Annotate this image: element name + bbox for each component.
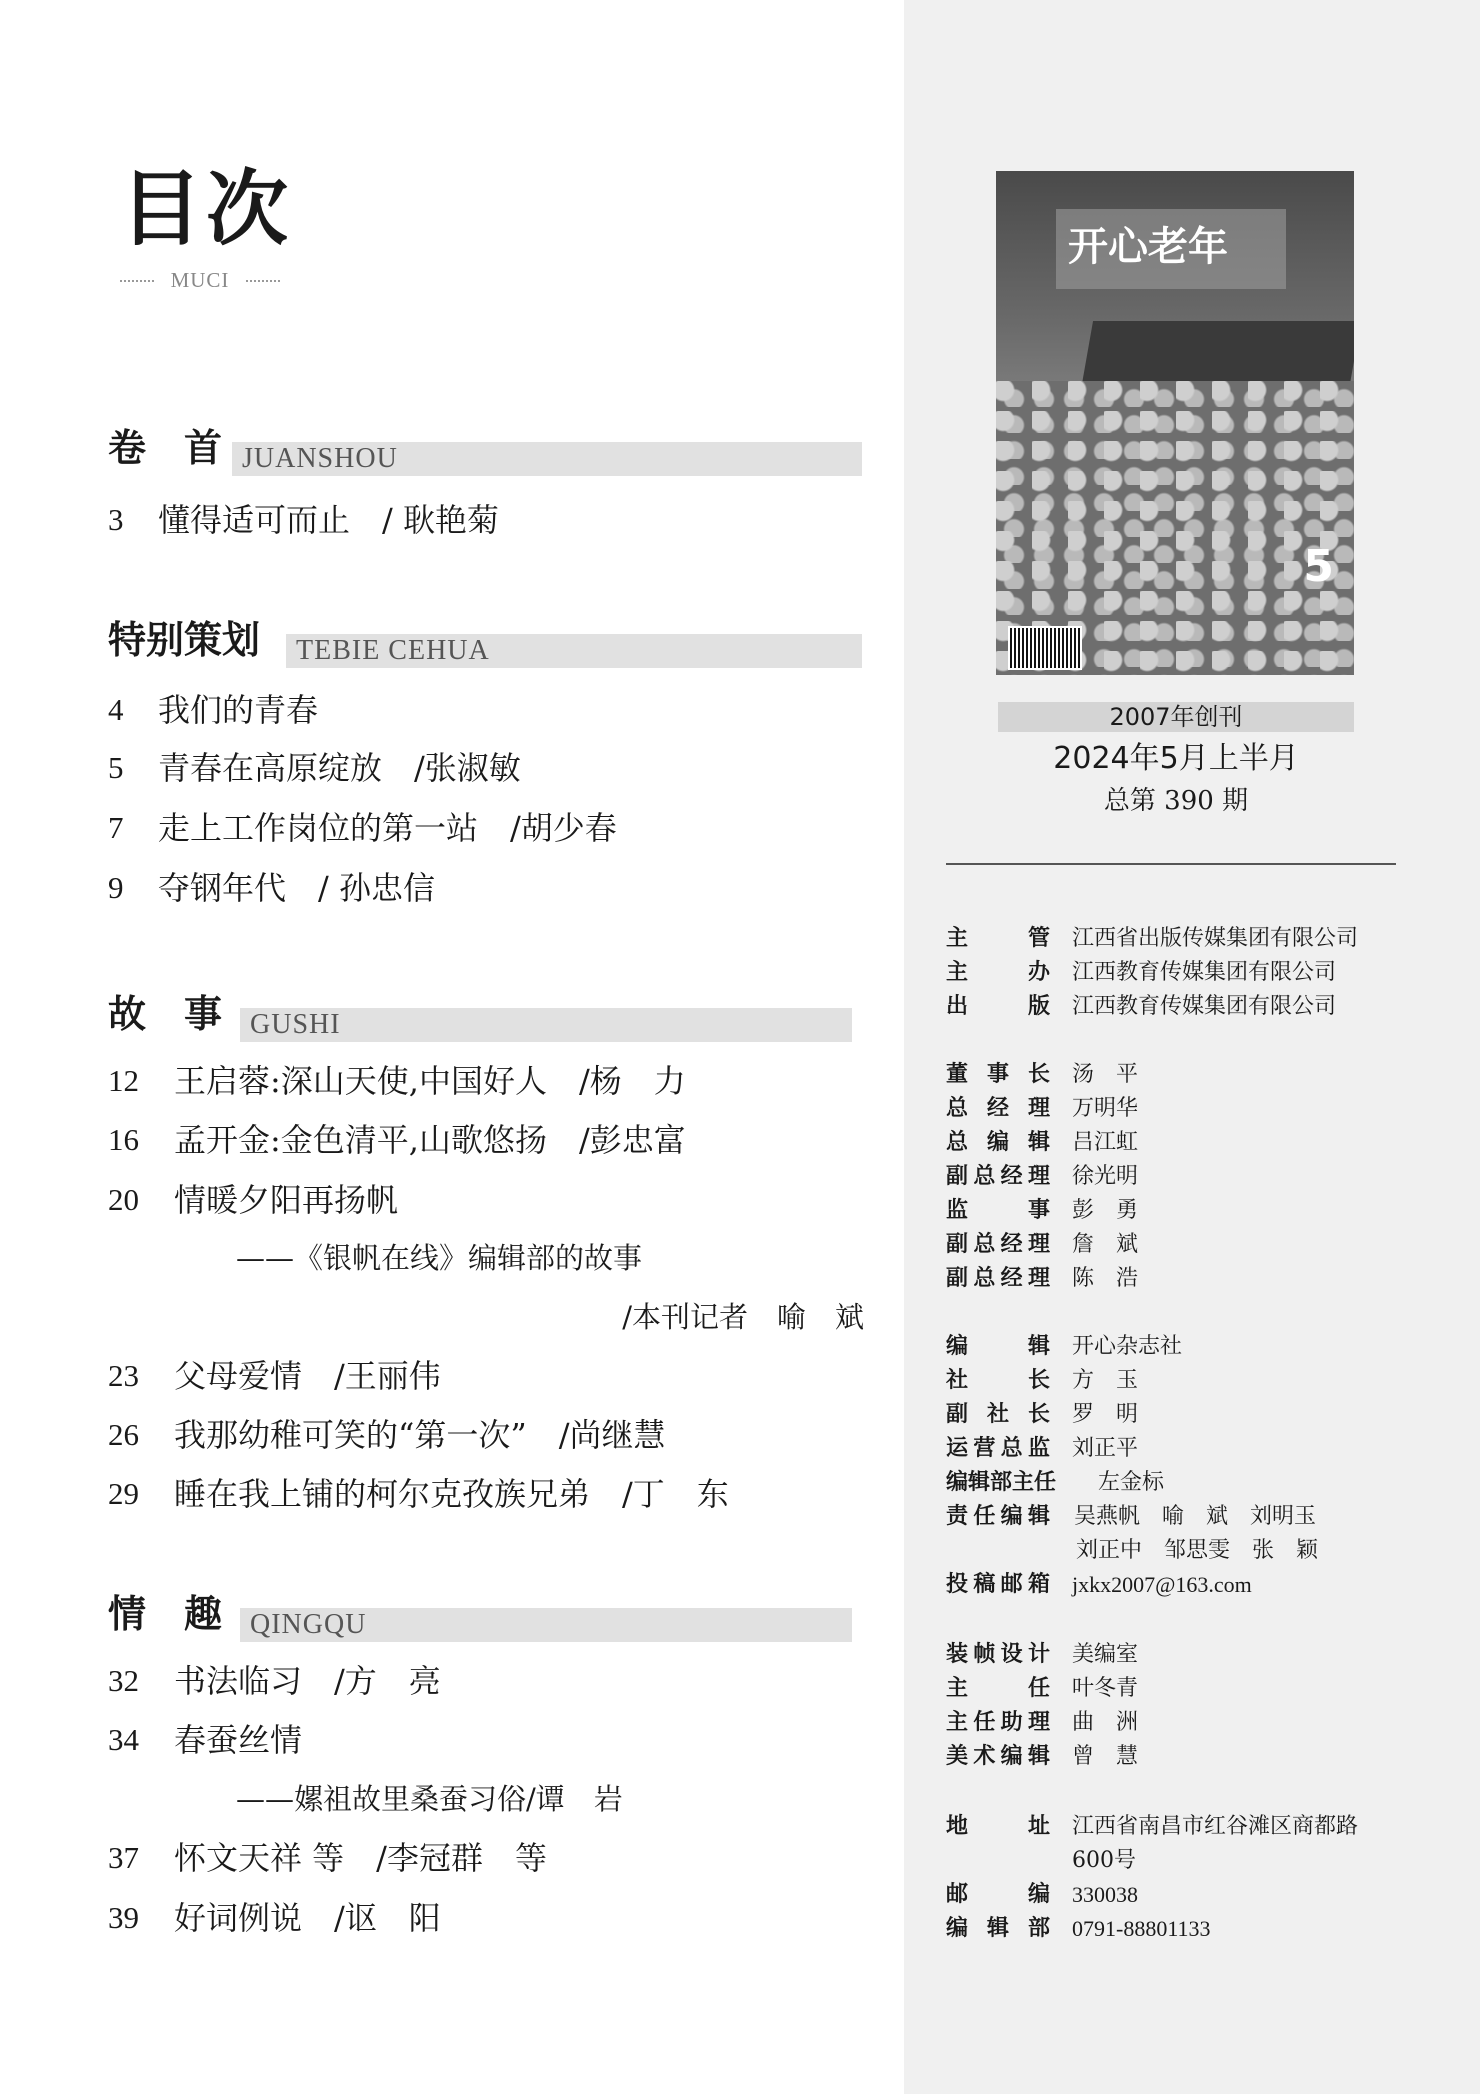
credit-value: 江西教育传媒集团有限公司 <box>1072 960 1337 985</box>
toc-title: 我们的青春 <box>158 691 319 729</box>
credit-label: 主 办 <box>946 960 1050 985</box>
credit-label: 投稿邮箱 <box>946 1572 1050 1597</box>
toc-page: 16 <box>108 1122 139 1157</box>
credit-label: 副总经理 <box>946 1164 1050 1189</box>
credit-label: 装帧设计 <box>946 1642 1050 1667</box>
credit-label: 美术编辑 <box>946 1744 1050 1769</box>
founded-label: 2007年创刊 <box>998 702 1354 732</box>
toc-title: 书法临习 /方 亮 <box>174 1662 441 1700</box>
toc-title: ——《银帆在线》编辑部的故事 <box>236 1241 643 1275</box>
toc-title: /本刊记者 喻 斌 <box>622 1300 864 1334</box>
credit-label: 编辑部主任 <box>946 1470 1057 1495</box>
section-title: 特别策划 <box>108 617 261 662</box>
barcode-icon <box>1008 626 1082 670</box>
credit-value: 徐光明 <box>1072 1164 1139 1189</box>
toc-title: 孟开金:金色清平,山歌悠扬 /彭忠富 <box>174 1121 686 1159</box>
toc-page: 9 <box>108 870 124 905</box>
toc-title: 情暖夕阳再扬帆 <box>174 1181 399 1219</box>
credit-label: 董事长 <box>946 1062 1050 1087</box>
toc-page: 23 <box>108 1358 139 1393</box>
credit-label: 监 事 <box>946 1198 1050 1223</box>
credit-value: 刘正中 邹思雯 张 颖 <box>1076 1538 1319 1563</box>
section-label-en: QINGQU <box>240 1608 852 1642</box>
page-subtitle: MUCI <box>120 268 280 293</box>
toc-page: 32 <box>108 1663 139 1698</box>
toc-title: 怀文天祥 等 /李冠群 等 <box>174 1839 547 1877</box>
magazine-cover-image <box>996 171 1354 675</box>
toc-title: 父母爱情 /王丽伟 <box>174 1357 441 1395</box>
toc-page: 20 <box>108 1182 139 1217</box>
issue-date: 2024年5月上半月 <box>1053 741 1299 776</box>
toc-title: ——嫘祖故里桑蚕习俗/谭 岩 <box>236 1782 623 1816</box>
cover-issue-mark: 5 <box>1303 541 1334 592</box>
credit-label: 副总经理 <box>946 1266 1050 1291</box>
credit-value: 彭 勇 <box>1072 1198 1139 1223</box>
toc-page: 3 <box>108 502 124 537</box>
credit-value: 叶冬青 <box>1072 1676 1139 1701</box>
section-title: 故 事 <box>108 991 223 1036</box>
toc-page: 37 <box>108 1840 139 1875</box>
issue-number: 总第 390 期 <box>1103 786 1249 816</box>
toc-title: 懂得适可而止 / 耿艳菊 <box>158 501 499 539</box>
credit-label: 主 任 <box>946 1676 1050 1701</box>
credit-label: 运营总监 <box>946 1436 1050 1461</box>
credit-value: 美编室 <box>1072 1642 1139 1667</box>
credit-value: 罗 明 <box>1072 1402 1139 1427</box>
toc-page: 5 <box>108 750 124 785</box>
credit-value: 江西省出版传媒集团有限公司 <box>1072 926 1359 951</box>
credit-label: 责任编辑 <box>946 1504 1050 1529</box>
credit-label: 副社长 <box>946 1402 1050 1427</box>
toc-page: 26 <box>108 1417 139 1452</box>
credit-value: 刘正平 <box>1072 1436 1139 1461</box>
credit-label: 编 辑 <box>946 1334 1050 1359</box>
section-title: 卷 首 <box>108 425 223 470</box>
credit-label: 总编辑 <box>946 1130 1050 1155</box>
toc-title: 睡在我上铺的柯尔克孜族兄弟 /丁 东 <box>174 1475 729 1513</box>
credit-label: 主 管 <box>946 926 1050 951</box>
toc-author <box>0 1297 864 1337</box>
toc-page: 29 <box>108 1476 139 1511</box>
toc-title: 夺钢年代 / 孙忠信 <box>158 869 435 907</box>
credit-value: 方 玉 <box>1072 1368 1139 1393</box>
credit-value: 600号 <box>1072 1848 1136 1873</box>
credit-label: 出 版 <box>946 994 1050 1019</box>
credit-value: 吕江虹 <box>1072 1130 1139 1155</box>
section-label-en: GUSHI <box>240 1008 852 1042</box>
credit-label: 主任助理 <box>946 1710 1050 1735</box>
credit-value: 开心杂志社 <box>1072 1334 1183 1359</box>
credit-value[interactable]: jxkx2007@163.com <box>1072 1572 1252 1597</box>
credit-label: 副总经理 <box>946 1232 1050 1257</box>
credit-value: 汤 平 <box>1072 1062 1139 1087</box>
cover-logo: 开心老年 <box>1068 224 1228 270</box>
credit-value: 江西省南昌市红谷滩区商都路 <box>1072 1814 1359 1839</box>
credit-value: 左金标 <box>1098 1470 1165 1495</box>
toc-title: 走上工作岗位的第一站 /胡少春 <box>158 809 617 847</box>
toc-title: 青春在高原绽放 /张淑敏 <box>158 749 521 787</box>
credit-label: 编辑部 <box>946 1916 1050 1941</box>
credit-value: 万明华 <box>1072 1096 1139 1121</box>
toc-page: 12 <box>108 1063 139 1098</box>
toc-page: 4 <box>108 692 124 727</box>
page-title: 目次 <box>120 161 293 257</box>
toc-page: 7 <box>108 810 124 845</box>
divider <box>946 863 1396 865</box>
toc-page: 39 <box>108 1900 139 1935</box>
section-label-en: TEBIE CEHUA <box>286 634 862 668</box>
toc-page: 34 <box>108 1722 139 1757</box>
section-label-en: JUANSHOU <box>232 442 862 476</box>
toc-title: 好词例说 /讴 阳 <box>174 1899 441 1937</box>
credit-value: 江西教育传媒集团有限公司 <box>1072 994 1337 1019</box>
credit-value: 曲 洲 <box>1072 1710 1139 1735</box>
credit-label: 邮 编 <box>946 1882 1050 1907</box>
credit-label: 总经理 <box>946 1096 1050 1121</box>
credit-value: 詹 斌 <box>1072 1232 1139 1257</box>
credit-value: 曾 慧 <box>1072 1744 1139 1769</box>
credit-value: 330038 <box>1072 1882 1138 1907</box>
toc-title: 我那幼稚可笑的“第一次” /尚继慧 <box>174 1416 666 1454</box>
section-title: 情 趣 <box>108 1591 223 1636</box>
credit-value: 吴燕帆 喻 斌 刘明玉 <box>1074 1504 1317 1529</box>
credit-value: 0791-88801133 <box>1072 1916 1211 1941</box>
credit-label: 社 长 <box>946 1368 1050 1393</box>
toc-title: 春蚕丝情 <box>174 1721 303 1759</box>
credit-value: 陈 浩 <box>1072 1266 1139 1291</box>
toc-title: 王启蓉:深山天使,中国好人 /杨 力 <box>174 1062 686 1100</box>
credit-label: 地 址 <box>946 1814 1050 1839</box>
